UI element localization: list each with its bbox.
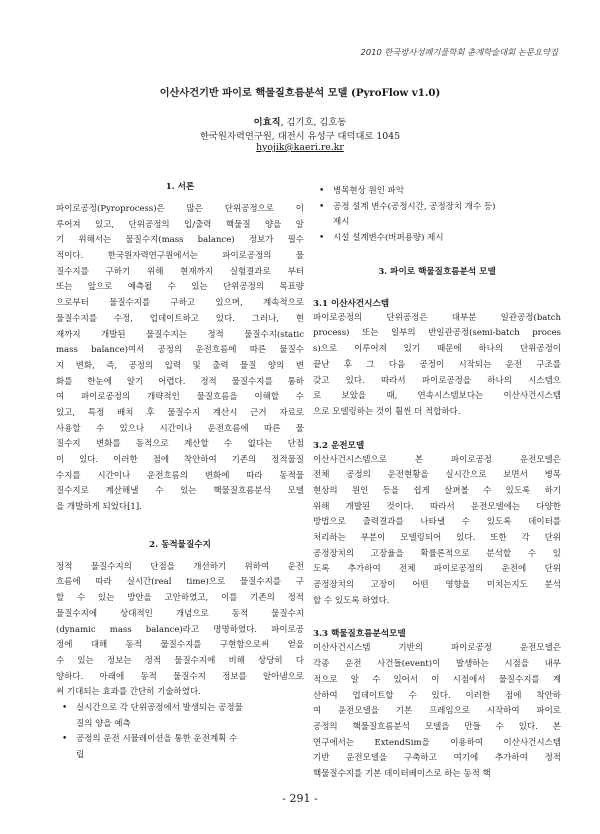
bullet-icon: • xyxy=(319,201,325,212)
bullet-text: 립 xyxy=(76,750,85,760)
bullet-icon: • xyxy=(62,702,68,713)
text-line: 을 개발하게 되었다[1]. xyxy=(56,502,142,513)
text-line: (dynamic mass balance)라고 명명하였다. 파이로공 xyxy=(56,624,304,635)
text-line: 기 위해서는 물질수지(mass balance) 정보가 필수 xyxy=(56,235,304,246)
text-line: mass balance)여서 공정의 운전흐름에 따른 물질수 xyxy=(56,345,304,356)
text-line: 위해 개발된 것이다. 따라서 운전모델에는 다양한 xyxy=(313,501,561,512)
author-email: hyojik@kaeri.re.kr xyxy=(256,142,344,153)
section-2-heading: 2. 동적물질수지 xyxy=(149,539,211,550)
text-line: 현상의 원인 등을 쉽게 살펴볼 수 있도록 하기 xyxy=(313,485,561,496)
text-line: 정에 대해 동적 물질수지를 구현함으로써 얻을 xyxy=(56,640,304,651)
text-line: 처리하는 부분이 모델링되어 있다. 또한 각 단위 xyxy=(313,533,561,543)
text-line: 질수지로 계산해낼 수 있는 핵물질흐름분석 모델 xyxy=(56,486,304,497)
right-column xyxy=(313,184,561,783)
bullet-item xyxy=(313,200,561,231)
text-line: 갖고 있다. 따라서 파이로공정을 하나의 시스템으 xyxy=(313,375,561,386)
section-3-2-heading: 3.2 운전모델 xyxy=(313,440,365,451)
text-line: 으로 모델링하는 것이 훨씬 더 적합하다. xyxy=(313,406,461,417)
text-line: 여 파이로공정의 개략적인 물질흐름을 이해할 수 xyxy=(56,392,304,403)
co-authors: , 김기호, 김호동 xyxy=(280,117,347,128)
section-3-1-body xyxy=(313,311,561,421)
text-line: 써 기대되는 효과를 간단히 기술하였다. xyxy=(56,687,201,698)
text-line: 할 수 있도록 하였다. xyxy=(313,595,390,606)
bullet-icon: • xyxy=(319,186,325,196)
section-3-3-body xyxy=(313,641,561,782)
text-line: 질수지 변화를 동적으로 계산할 수 없다는 단점 xyxy=(56,439,304,450)
bullet-text: 병목현상 원인 파악 xyxy=(333,186,405,196)
bullet-item xyxy=(56,732,304,763)
bullet-text: 시설 설계변수(버퍼용량) 제시 xyxy=(333,233,444,244)
bullet-text: 공정 설계 변수(공정시간, 공정장치 개수 등) xyxy=(333,201,496,212)
author-line xyxy=(0,114,600,128)
text-line: s)으로 이루어져 있기 때문에 하나의 단위공정이 xyxy=(313,344,561,355)
page-number: - 291 - xyxy=(282,792,318,805)
text-line: 도록 추가하여 전체 파이로공정의 운전에 단위 xyxy=(313,564,561,575)
text-line: 루어져 있고, 단위공정의 입/출력 핵물질 양을 알 xyxy=(56,219,304,230)
text-line: 끝난 후 그 다음 공정이 시작되는 운전 구조를 xyxy=(313,359,561,370)
text-line: process) 또는 일부의 반일관공정(semi-batch proces xyxy=(313,328,561,339)
text-line: 사용할 수 있으나 시간이나 운전흐름에 따른 물 xyxy=(56,423,304,434)
text-line: 방법으로 출력결과를 나타낼 수 있도록 데이터를 xyxy=(313,517,561,528)
text-line: 또는 앞으로 예측될 수 있는 단위공정의 목표량 xyxy=(56,282,304,293)
main-author: 이효직 xyxy=(253,117,281,128)
section-3-2-body xyxy=(313,453,561,610)
text-line: 파이로공정의 단위공정은 대부분 일관공정(batch xyxy=(313,312,561,323)
text-line: 정적 물질수지의 단점을 개선하기 위하여 운전 xyxy=(56,561,304,572)
text-line: 각종 운전 사건들(event)이 발생하는 시점을 내부 xyxy=(313,659,561,670)
text-line: 이산사건시스템 기반의 파이로공정 운전모델은 xyxy=(313,643,561,654)
left-column xyxy=(56,180,304,764)
section-3-heading: 3. 파이로 핵물질흐름분석 모델 xyxy=(378,266,496,277)
text-line: 기반 운전모델을 구축하고 여기에 추가하여 정적 xyxy=(313,753,561,764)
bullet-text: 공정의 운전 시뮬레이션을 통한 운전계획 수 xyxy=(76,734,238,745)
text-line: 수지를 시간이나 운전흐름의 변화에 따라 동적물 xyxy=(56,470,304,481)
section-3-1-heading: 3.1 이산사건시스템 xyxy=(313,298,390,309)
bullet-item xyxy=(313,184,561,200)
section-2-body xyxy=(56,560,304,701)
text-line: 핵물질수지를 기본 데이터베이스로 하는 동적 핵 xyxy=(313,768,491,779)
text-line: 화를 한눈에 알기 어렵다. 정적 물질수지를 통하 xyxy=(56,376,304,387)
text-line: 적이다. 한국원자력연구원에서는 파이로공정의 물 xyxy=(56,251,304,262)
text-line: 으로부터 물질수지를 구하고 있으며, 계속적으로 xyxy=(56,298,304,309)
right-bullet-list xyxy=(313,184,561,247)
section-1-body xyxy=(56,202,304,516)
text-line: 로 보았을 때, 연속시스템보다는 이산사건시스템 xyxy=(313,391,561,402)
section-3-3-heading: 3.3 핵물질흐름분석모델 xyxy=(313,629,406,640)
text-line: 재까지 개발된 물질수지는 정적 물질수지(static xyxy=(56,329,304,340)
text-line: 이 있다. 이러한 점에 착안하여 기존의 정적물질 xyxy=(56,455,304,465)
paper-title: 이산사건기반 파이로 핵물질흐름분석 모델 (PyroFlow v1.0) xyxy=(159,87,441,99)
text-line: 할 수 있는 방안을 고안하였고, 이를 기존의 정적 xyxy=(56,593,304,604)
text-line: 질수지를 구하기 위해 현재까지 실험결과로 부터 xyxy=(56,266,304,277)
text-line: 공정장치의 고장이 어떤 영향을 미치는지도 분석 xyxy=(313,580,561,591)
section-1-heading: 1. 서론 xyxy=(165,182,195,192)
bullet-text: 제시 xyxy=(333,217,350,228)
running-header: 2010 한국방사성폐기물학회 춘계학술대회 논문요약집 xyxy=(360,47,558,57)
text-line: 파이로공정(Pyroprocess)은 많은 단위공정으로 이 xyxy=(56,204,304,214)
bullet-text: 실시간으로 각 단위공정에서 발생되는 공정물 xyxy=(76,702,243,713)
text-line: 물질수지를 수정, 업데이트하고 있다. 그러나, 현 xyxy=(56,313,304,324)
text-line: 연구에서는 ExtendSim을 이용하여 이산사건시스템 xyxy=(313,737,561,748)
text-line: 여 운전모델을 기본 프레임으로 시작하여 파이로 xyxy=(313,706,561,717)
text-line: 적으로 알 수 있어서 이 시점에서 물질수지를 계 xyxy=(313,674,561,685)
text-line: 산하여 업데이트할 수 있다. 이러한 점에 착안하 xyxy=(313,690,561,701)
text-line: 물질수지에 상대적인 개념으로 동적 물질수지 xyxy=(56,608,304,619)
text-line: 전체 공정의 운전현황을 실시간으로 보면서 병목 xyxy=(313,470,561,481)
text-line: 수 있는 정보는 정적 물질수지에 비해 상당히 다 xyxy=(56,655,304,666)
text-line: 흐름에 따라 실시간(real time)으로 물질수지를 구 xyxy=(56,577,304,588)
text-line: 공정의 핵물질흐름분석 모델을 만들 수 있다. 본 xyxy=(313,721,561,732)
text-line: 공정장치의 고장율을 확률론적으로 분석할 수 있 xyxy=(313,548,561,559)
bullet-icon: • xyxy=(319,233,325,244)
bullet-item xyxy=(56,701,304,732)
text-line: 있고, 특정 배치 후 물질수지 계산시 근거 자료로 xyxy=(56,407,304,418)
affiliation: 한국원자력연구원, 대전시 유성구 대덕대로 1045 xyxy=(199,131,401,142)
left-bullet-list xyxy=(56,701,304,764)
bullet-icon: • xyxy=(62,734,68,745)
text-line: 이산사건시스템으로 본 파이로공정 운전모델은 xyxy=(313,454,561,465)
text-line: 지 변화, 즉, 공정의 입력 및 출력 물질 양의 변 xyxy=(56,360,304,371)
bullet-item xyxy=(313,231,561,247)
bullet-text: 질의 양을 예측 xyxy=(76,718,131,729)
text-line: 양하다. 아래에 동적 물질수지 정보를 알아냄으로 xyxy=(56,671,304,682)
